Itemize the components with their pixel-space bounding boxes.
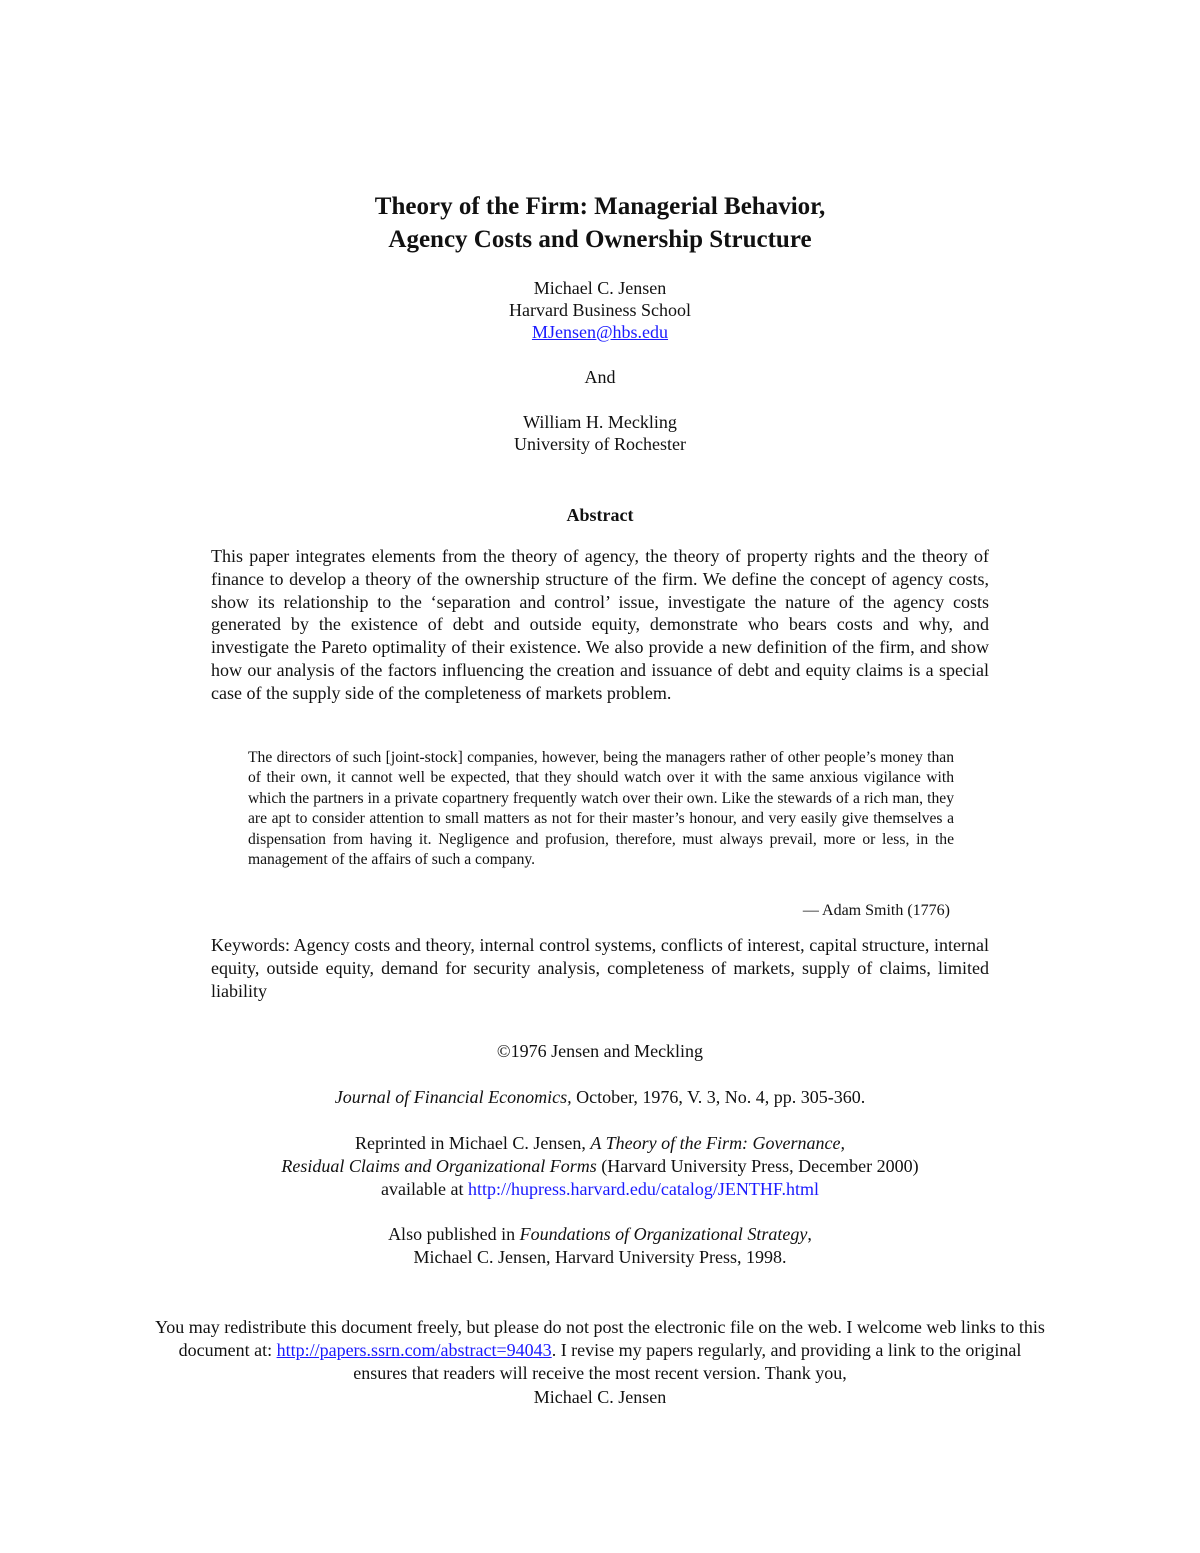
journal-name: Journal of Financial Economics,	[334, 1087, 572, 1107]
footer-text-1: You may redistribute this document freely, but please do not post the electronic file on the web. I welcome web links to this document at:	[155, 1317, 1045, 1361]
also-published-suffix: ,	[807, 1224, 812, 1244]
author-1-name: Michael C. Jensen	[533, 278, 667, 298]
reprint-citation	[0, 1132, 1200, 1201]
copyright-notice: ©1976 Jensen and Meckling	[496, 1041, 704, 1061]
abstract-heading: Abstract	[566, 505, 634, 525]
author-1-block	[0, 277, 1200, 343]
paper-title-line-1: Theory of the Firm: Managerial Behavior,	[374, 193, 826, 220]
author-2-name: William H. Meckling	[523, 412, 677, 432]
also-published-citation	[0, 1223, 1200, 1269]
abstract-body: This paper integrates elements from the theory of agency, the theory of property rights and the theory of finance to develop a theory of the ownership structure of the firm. We define the concept of agency costs, show its relationship to the ‘separation and control’ issue, investigate the nature of the agency costs generated by the existence of debt and outside equity, demonstrate who bears costs and why, and investigate the Pareto optimality of their existence. We also provide a new definition of the firm, and show how our analysis of the factors influencing the creation and issuance of debt and equity claims is a special case of the supply side of the completeness of markets problem.	[211, 546, 989, 703]
redistribution-notice	[150, 1316, 1050, 1409]
author-conjunction: And	[584, 367, 616, 387]
ssrn-abstract-link[interactable]: http://papers.ssrn.com/abstract=94043	[276, 1340, 552, 1361]
reprint-url-link[interactable]: http://hupress.harvard.edu/catalog/JENTHF.html	[467, 1179, 819, 1199]
also-published-book: Foundations of Organizational Strategy	[519, 1224, 808, 1244]
keywords-paragraph: Keywords: Agency costs and theory, internal control systems, conflicts of interest, capital structure, internal equity, outside equity, demand for security analysis, completeness of markets, supply of claims, limited liability	[211, 935, 989, 1001]
paper-title	[0, 190, 1200, 256]
journal-details: October, 1976, V. 3, No. 4, pp. 305-360.	[571, 1087, 866, 1107]
author-2-affiliation: University of Rochester	[514, 434, 686, 454]
author-2-block	[0, 411, 1200, 455]
also-published-prefix: Also published in	[388, 1224, 520, 1244]
footer-text-2: . I revise my papers regularly, and providing a link to the original ensures that readers will receive the most recent version. Thank you,	[353, 1340, 1022, 1384]
paper-title-line-2: Agency Costs and Ownership Structure	[388, 226, 812, 253]
reprint-book-title-2: Residual Claims and Organizational Forms	[281, 1156, 597, 1176]
reprint-available-prefix: available at	[381, 1179, 468, 1199]
also-published-line-2: Michael C. Jensen, Harvard University Press, 1998.	[413, 1247, 787, 1267]
reprint-publisher: (Harvard University Press, December 2000)	[596, 1156, 919, 1176]
epigraph-quote: The directors of such [joint-stock] companies, however, being the managers rather of other people’s money than of their own, it cannot well be expected, that they should watch over it with the same anxious vigilance with which the partners in a private copartnery frequently watch over their own. Like the stewards of a rich man, they are apt to consider attention to small matters as not for their master’s honour, and very easily give themselves a dispensation from having it. Negligence and profusion, therefore, must always prevail, more or less, in the management of the affairs of such a company.	[248, 749, 954, 869]
journal-citation	[0, 1086, 1200, 1108]
reprint-book-title-1: A Theory of the Firm: Governance,	[590, 1133, 846, 1153]
epigraph-attribution: — Adam Smith (1776)	[802, 902, 950, 919]
reprint-prefix: Reprinted in Michael C. Jensen,	[354, 1133, 591, 1153]
author-1-email-link[interactable]: MJensen@hbs.edu	[531, 322, 669, 342]
footer-signature: Michael C. Jensen	[533, 1386, 667, 1407]
author-1-affiliation: Harvard Business School	[509, 300, 691, 320]
